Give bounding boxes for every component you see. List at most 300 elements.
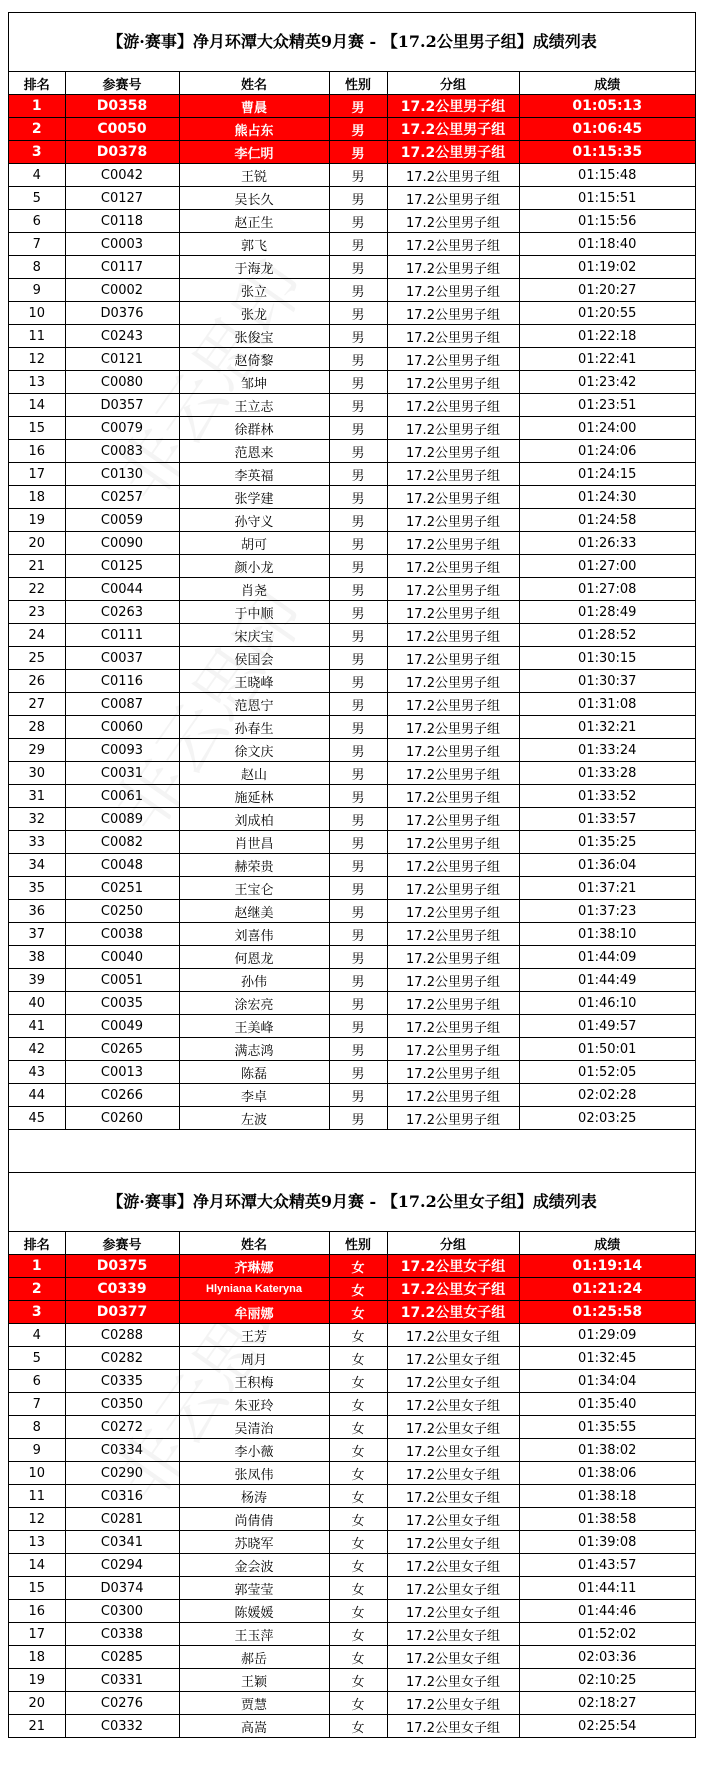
result-cell: 01:33:52: [519, 785, 695, 808]
rank-cell: 20: [9, 1692, 65, 1715]
rank-cell: 6: [9, 210, 65, 233]
gender-cell: 男: [329, 900, 387, 923]
bib-cell: C0341: [65, 1531, 179, 1554]
gender-cell: 女: [329, 1692, 387, 1715]
bib-cell: C0031: [65, 762, 179, 785]
bib-cell: C0338: [65, 1623, 179, 1646]
group-cell: 17.2公里男子组: [387, 486, 519, 509]
name-cell: 曹晨: [179, 95, 329, 118]
name-cell: 左波: [179, 1107, 329, 1130]
gender-cell: 男: [329, 923, 387, 946]
result-cell: 01:15:56: [519, 210, 695, 233]
bib-cell: C0051: [65, 969, 179, 992]
bib-cell: C0035: [65, 992, 179, 1015]
bib-cell: C0111: [65, 624, 179, 647]
men-results-table: [9, 72, 695, 1130]
gender-cell: 男: [329, 256, 387, 279]
group-cell: 17.2公里女子组: [387, 1324, 519, 1347]
name-cell: 牟丽娜: [179, 1301, 329, 1324]
gender-cell: 男: [329, 164, 387, 187]
group-cell: 17.2公里男子组: [387, 670, 519, 693]
column-header-rank: 排名: [9, 72, 65, 95]
name-cell: 周月: [179, 1347, 329, 1370]
group-cell: 17.2公里男子组: [387, 785, 519, 808]
column-header-result: 成绩: [519, 72, 695, 95]
group-cell: 17.2公里男子组: [387, 877, 519, 900]
gender-cell: 女: [329, 1301, 387, 1324]
rank-cell: 17: [9, 1623, 65, 1646]
gender-cell: 男: [329, 877, 387, 900]
group-cell: 17.2公里男子组: [387, 969, 519, 992]
gender-cell: 女: [329, 1439, 387, 1462]
result-cell: 01:20:27: [519, 279, 695, 302]
rank-cell: 25: [9, 647, 65, 670]
rank-cell: 12: [9, 348, 65, 371]
table-row: [9, 1623, 695, 1646]
rank-cell: 41: [9, 1015, 65, 1038]
table-row: [9, 394, 695, 417]
result-cell: 01:32:45: [519, 1347, 695, 1370]
group-cell: 17.2公里男子组: [387, 693, 519, 716]
rank-cell: 38: [9, 946, 65, 969]
rank-cell: 6: [9, 1370, 65, 1393]
table-row: [9, 1038, 695, 1061]
result-cell: 01:32:21: [519, 716, 695, 739]
name-cell: 王芳: [179, 1324, 329, 1347]
result-cell: 01:29:09: [519, 1324, 695, 1347]
rank-cell: 14: [9, 1554, 65, 1577]
gender-cell: 女: [329, 1600, 387, 1623]
name-cell: 金会波: [179, 1554, 329, 1577]
rank-cell: 39: [9, 969, 65, 992]
name-cell: 郭莹莹: [179, 1577, 329, 1600]
table-row: [9, 900, 695, 923]
rank-cell: 42: [9, 1038, 65, 1061]
column-header-result: 成绩: [519, 1232, 695, 1255]
table-row: [9, 371, 695, 394]
table-row: [9, 1107, 695, 1130]
bib-cell: C0260: [65, 1107, 179, 1130]
table-row: [9, 624, 695, 647]
bib-cell: C0080: [65, 371, 179, 394]
name-cell: 熊占东: [179, 118, 329, 141]
name-cell: 赵山: [179, 762, 329, 785]
result-cell: 02:03:25: [519, 1107, 695, 1130]
header-row: [9, 1232, 695, 1255]
group-cell: 17.2公里女子组: [387, 1370, 519, 1393]
result-cell: 01:49:57: [519, 1015, 695, 1038]
rank-cell: 33: [9, 831, 65, 854]
table-row: [9, 210, 695, 233]
table-row: [9, 509, 695, 532]
result-cell: 02:02:28: [519, 1084, 695, 1107]
group-cell: 17.2公里男子组: [387, 992, 519, 1015]
result-cell: 01:15:48: [519, 164, 695, 187]
group-cell: 17.2公里男子组: [387, 1061, 519, 1084]
result-cell: 01:31:08: [519, 693, 695, 716]
result-cell: 01:05:13: [519, 95, 695, 118]
result-cell: 01:19:14: [519, 1255, 695, 1278]
table-row: [9, 670, 695, 693]
group-cell: 17.2公里女子组: [387, 1278, 519, 1301]
group-cell: 17.2公里女子组: [387, 1255, 519, 1278]
rank-cell: 20: [9, 532, 65, 555]
table-row: [9, 601, 695, 624]
result-cell: 01:36:04: [519, 854, 695, 877]
gender-cell: 男: [329, 1015, 387, 1038]
bib-cell: C0276: [65, 1692, 179, 1715]
column-header-gender: 性别: [329, 72, 387, 95]
bib-cell: C0263: [65, 601, 179, 624]
bib-cell: C0038: [65, 923, 179, 946]
rank-cell: 31: [9, 785, 65, 808]
bib-cell: C0282: [65, 1347, 179, 1370]
table-row: [9, 532, 695, 555]
rank-cell: 44: [9, 1084, 65, 1107]
gender-cell: 男: [329, 210, 387, 233]
gender-cell: 女: [329, 1508, 387, 1531]
bib-cell: C0044: [65, 578, 179, 601]
gender-cell: 男: [329, 1038, 387, 1061]
table-row: [9, 1669, 695, 1692]
result-cell: 01:38:58: [519, 1508, 695, 1531]
bib-cell: C0334: [65, 1439, 179, 1462]
table-row: [9, 1462, 695, 1485]
result-cell: 01:35:55: [519, 1416, 695, 1439]
table-row: [9, 854, 695, 877]
gender-cell: 男: [329, 325, 387, 348]
table-row: [9, 302, 695, 325]
result-cell: 02:03:36: [519, 1646, 695, 1669]
result-cell: 01:38:02: [519, 1439, 695, 1462]
bib-cell: C0118: [65, 210, 179, 233]
bib-cell: C0050: [65, 118, 179, 141]
group-cell: 17.2公里男子组: [387, 348, 519, 371]
table-row: [9, 1577, 695, 1600]
column-header-gender: 性别: [329, 1232, 387, 1255]
result-cell: 01:22:41: [519, 348, 695, 371]
table-row: [9, 1508, 695, 1531]
bib-cell: C0003: [65, 233, 179, 256]
name-cell: 高嵩: [179, 1715, 329, 1738]
bib-cell: C0040: [65, 946, 179, 969]
rank-cell: 22: [9, 578, 65, 601]
name-cell: 王美峰: [179, 1015, 329, 1038]
group-cell: 17.2公里男子组: [387, 1107, 519, 1130]
name-cell: 宋庆宝: [179, 624, 329, 647]
bib-cell: C0281: [65, 1508, 179, 1531]
gender-cell: 男: [329, 969, 387, 992]
group-cell: 17.2公里男子组: [387, 532, 519, 555]
rank-cell: 5: [9, 187, 65, 210]
result-cell: 01:52:05: [519, 1061, 695, 1084]
result-cell: 01:19:02: [519, 256, 695, 279]
bib-cell: C0125: [65, 555, 179, 578]
table-row: [9, 233, 695, 256]
table-row: [9, 1531, 695, 1554]
bib-cell: C0090: [65, 532, 179, 555]
gender-cell: 男: [329, 831, 387, 854]
bib-cell: C0332: [65, 1715, 179, 1738]
name-cell: 贾慧: [179, 1692, 329, 1715]
rank-cell: 4: [9, 164, 65, 187]
result-cell: 01:24:00: [519, 417, 695, 440]
women-table-title: 【游·赛事】净月环潭大众精英9月赛 - 【17.2公里女子组】成绩列表: [9, 1173, 695, 1232]
name-cell: 满志鸿: [179, 1038, 329, 1061]
group-cell: 17.2公里女子组: [387, 1531, 519, 1554]
table-row: [9, 486, 695, 509]
rank-cell: 12: [9, 1508, 65, 1531]
table-row: [9, 1393, 695, 1416]
group-cell: 17.2公里男子组: [387, 210, 519, 233]
bib-cell: C0116: [65, 670, 179, 693]
group-cell: 17.2公里男子组: [387, 325, 519, 348]
bib-cell: D0358: [65, 95, 179, 118]
table-row: [9, 1646, 695, 1669]
group-cell: 17.2公里男子组: [387, 371, 519, 394]
table-row: [9, 141, 695, 164]
group-cell: 17.2公里男子组: [387, 739, 519, 762]
rank-cell: 13: [9, 1531, 65, 1554]
name-cell: 郭飞: [179, 233, 329, 256]
bib-cell: C0093: [65, 739, 179, 762]
rank-cell: 1: [9, 1255, 65, 1278]
table-row: [9, 716, 695, 739]
result-cell: 01:37:21: [519, 877, 695, 900]
rank-cell: 45: [9, 1107, 65, 1130]
column-header-group: 分组: [387, 72, 519, 95]
table-row: [9, 762, 695, 785]
bib-cell: C0059: [65, 509, 179, 532]
name-cell: 范恩宁: [179, 693, 329, 716]
gender-cell: 男: [329, 509, 387, 532]
rank-cell: 16: [9, 440, 65, 463]
column-header-name: 姓名: [179, 1232, 329, 1255]
column-header-rank: 排名: [9, 1232, 65, 1255]
bib-cell: C0060: [65, 716, 179, 739]
name-cell: 何恩龙: [179, 946, 329, 969]
rank-cell: 34: [9, 854, 65, 877]
bib-cell: C0272: [65, 1416, 179, 1439]
gender-cell: 男: [329, 532, 387, 555]
gender-cell: 男: [329, 739, 387, 762]
gender-cell: 男: [329, 1061, 387, 1084]
gender-cell: 女: [329, 1623, 387, 1646]
group-cell: 17.2公里男子组: [387, 256, 519, 279]
result-cell: 01:44:46: [519, 1600, 695, 1623]
table-row: [9, 877, 695, 900]
rank-cell: 36: [9, 900, 65, 923]
rank-cell: 4: [9, 1324, 65, 1347]
group-cell: 17.2公里女子组: [387, 1554, 519, 1577]
group-cell: 17.2公里男子组: [387, 302, 519, 325]
gender-cell: 女: [329, 1278, 387, 1301]
gender-cell: 男: [329, 371, 387, 394]
group-cell: 17.2公里男子组: [387, 624, 519, 647]
name-cell: 吴长久: [179, 187, 329, 210]
name-cell: 颜小龙: [179, 555, 329, 578]
bib-cell: D0374: [65, 1577, 179, 1600]
gender-cell: 男: [329, 785, 387, 808]
result-cell: 01:44:09: [519, 946, 695, 969]
result-cell: 01:25:58: [519, 1301, 695, 1324]
result-cell: 01:24:58: [519, 509, 695, 532]
result-cell: 01:43:57: [519, 1554, 695, 1577]
group-cell: 17.2公里男子组: [387, 187, 519, 210]
result-cell: 01:24:15: [519, 463, 695, 486]
gender-cell: 男: [329, 187, 387, 210]
bib-cell: C0087: [65, 693, 179, 716]
table-row: [9, 1324, 695, 1347]
rank-cell: 23: [9, 601, 65, 624]
group-cell: 17.2公里男子组: [387, 509, 519, 532]
name-cell: 张凤伟: [179, 1462, 329, 1485]
group-cell: 17.2公里男子组: [387, 716, 519, 739]
group-cell: 17.2公里男子组: [387, 808, 519, 831]
name-cell: 王积梅: [179, 1370, 329, 1393]
group-cell: 17.2公里女子组: [387, 1301, 519, 1324]
table-row: [9, 463, 695, 486]
result-cell: 01:30:15: [519, 647, 695, 670]
rank-cell: 37: [9, 923, 65, 946]
rank-cell: 3: [9, 1301, 65, 1324]
name-cell: 李小薇: [179, 1439, 329, 1462]
group-cell: 17.2公里男子组: [387, 233, 519, 256]
gender-cell: 男: [329, 693, 387, 716]
gender-cell: 男: [329, 555, 387, 578]
rank-cell: 11: [9, 1485, 65, 1508]
gender-cell: 男: [329, 394, 387, 417]
name-cell: 王晓峰: [179, 670, 329, 693]
name-cell: 陈媛媛: [179, 1600, 329, 1623]
group-cell: 17.2公里女子组: [387, 1692, 519, 1715]
header-row: [9, 72, 695, 95]
name-cell: 侯国会: [179, 647, 329, 670]
name-cell: 赫荣贵: [179, 854, 329, 877]
bib-cell: C0037: [65, 647, 179, 670]
rank-cell: 21: [9, 555, 65, 578]
rank-cell: 10: [9, 1462, 65, 1485]
result-cell: 02:18:27: [519, 1692, 695, 1715]
name-cell: 杨涛: [179, 1485, 329, 1508]
gender-cell: 男: [329, 992, 387, 1015]
name-cell: 李仁明: [179, 141, 329, 164]
name-cell: 孙守义: [179, 509, 329, 532]
gender-cell: 男: [329, 624, 387, 647]
bib-cell: C0316: [65, 1485, 179, 1508]
name-cell: 赵倚黎: [179, 348, 329, 371]
bib-cell: C0042: [65, 164, 179, 187]
table-row: [9, 992, 695, 1015]
column-header-group: 分组: [387, 1232, 519, 1255]
table-row: [9, 693, 695, 716]
rank-cell: 9: [9, 279, 65, 302]
gender-cell: 女: [329, 1370, 387, 1393]
bib-cell: C0089: [65, 808, 179, 831]
group-cell: 17.2公里女子组: [387, 1715, 519, 1738]
table-row: [9, 785, 695, 808]
gender-cell: 女: [329, 1324, 387, 1347]
result-cell: 01:50:01: [519, 1038, 695, 1061]
table-row: [9, 969, 695, 992]
group-cell: 17.2公里男子组: [387, 1084, 519, 1107]
bib-cell: C0257: [65, 486, 179, 509]
gender-cell: 男: [329, 1107, 387, 1130]
gender-cell: 女: [329, 1669, 387, 1692]
table-row: [9, 923, 695, 946]
rank-cell: 15: [9, 1577, 65, 1600]
result-cell: 01:38:18: [519, 1485, 695, 1508]
rank-cell: 30: [9, 762, 65, 785]
table-row: [9, 1715, 695, 1738]
table-row: [9, 1301, 695, 1324]
group-cell: 17.2公里男子组: [387, 1038, 519, 1061]
men-table-title: 【游·赛事】净月环潭大众精英9月赛 - 【17.2公里男子组】成绩列表: [9, 13, 695, 72]
gender-cell: 男: [329, 302, 387, 325]
group-cell: 17.2公里男子组: [387, 141, 519, 164]
rank-cell: 18: [9, 1646, 65, 1669]
gender-cell: 男: [329, 95, 387, 118]
result-cell: 01:26:33: [519, 532, 695, 555]
gender-cell: 男: [329, 1084, 387, 1107]
rank-cell: 17: [9, 463, 65, 486]
column-header-bib: 参赛号: [65, 72, 179, 95]
rank-cell: 8: [9, 256, 65, 279]
result-cell: 02:10:25: [519, 1669, 695, 1692]
bib-cell: C0331: [65, 1669, 179, 1692]
group-cell: 17.2公里女子组: [387, 1416, 519, 1439]
gender-cell: 女: [329, 1255, 387, 1278]
result-cell: 01:24:30: [519, 486, 695, 509]
rank-cell: 27: [9, 693, 65, 716]
group-cell: 17.2公里男子组: [387, 417, 519, 440]
bib-cell: C0288: [65, 1324, 179, 1347]
name-cell: Hlyniana Kateryna: [179, 1278, 329, 1301]
table-row: [9, 1015, 695, 1038]
gender-cell: 女: [329, 1554, 387, 1577]
rank-cell: 3: [9, 141, 65, 164]
bib-cell: C0339: [65, 1278, 179, 1301]
table-row: [9, 647, 695, 670]
gender-cell: 男: [329, 233, 387, 256]
name-cell: 刘喜伟: [179, 923, 329, 946]
name-cell: 王宝仑: [179, 877, 329, 900]
name-cell: 张龙: [179, 302, 329, 325]
bib-cell: D0357: [65, 394, 179, 417]
rank-cell: 24: [9, 624, 65, 647]
group-cell: 17.2公里女子组: [387, 1347, 519, 1370]
result-cell: 01:06:45: [519, 118, 695, 141]
name-cell: 张学建: [179, 486, 329, 509]
gender-cell: 男: [329, 670, 387, 693]
table-row: [9, 440, 695, 463]
name-cell: 施延林: [179, 785, 329, 808]
bib-cell: D0375: [65, 1255, 179, 1278]
bib-cell: C0130: [65, 463, 179, 486]
group-cell: 17.2公里女子组: [387, 1439, 519, 1462]
table-row: [9, 1347, 695, 1370]
group-cell: 17.2公里男子组: [387, 854, 519, 877]
name-cell: 王玉萍: [179, 1623, 329, 1646]
name-cell: 吴清治: [179, 1416, 329, 1439]
table-row: [9, 348, 695, 371]
result-cell: 01:30:37: [519, 670, 695, 693]
result-cell: 01:35:40: [519, 1393, 695, 1416]
gender-cell: 男: [329, 808, 387, 831]
gender-cell: 男: [329, 118, 387, 141]
name-cell: 肖尧: [179, 578, 329, 601]
bib-cell: C0061: [65, 785, 179, 808]
